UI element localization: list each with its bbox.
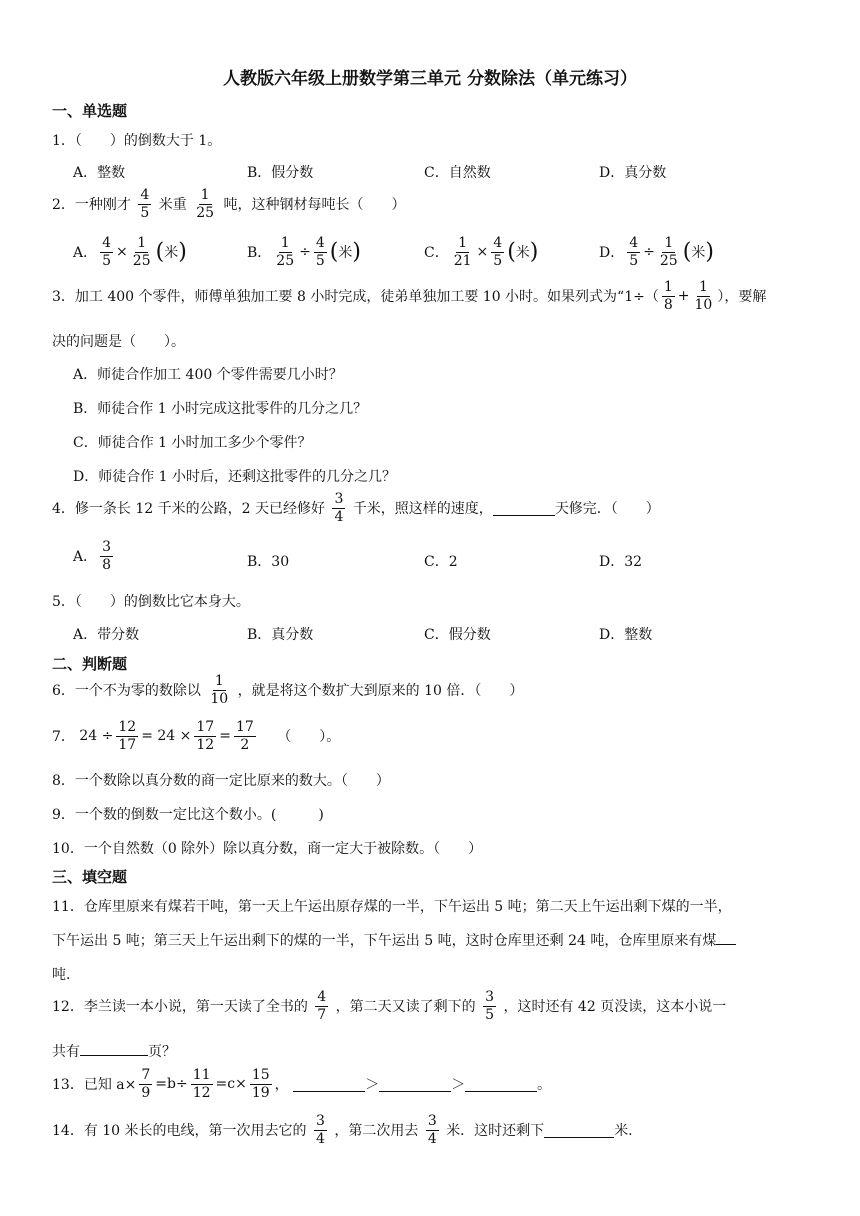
q4-option-b[interactable]: B．30 xyxy=(247,554,290,570)
question-10: 10．一个自然数（0 除外）除以真分数，商一定大于被除数。（ ） xyxy=(52,841,483,857)
q1-option-d[interactable]: D．真分数 xyxy=(599,165,667,181)
q2-option-a[interactable]: A． $\frac{4}{5}$ × $\frac{1}{25}$ (米) xyxy=(73,235,187,269)
answer-blank-3[interactable] xyxy=(465,1077,537,1092)
question-11-line-3: 吨. xyxy=(52,967,71,983)
answer-blank[interactable] xyxy=(80,1041,148,1056)
q5-option-c[interactable]: C．假分数 xyxy=(424,627,491,643)
question-3: 3．加工 400 个零件，师傅单独加工要 8 小时完成，徒弟单独加工要 10 小时。如果列式为“1÷（ $\frac{1}{8}$ + $\frac{1}{10}$ ），要解 xyxy=(52,279,767,313)
question-8: 8．一个数除以真分数的商一定比原来的数大。（ ） xyxy=(52,773,390,789)
fraction: $\frac{4}{5}$ xyxy=(140,187,150,221)
q5-option-a[interactable]: A．带分数 xyxy=(73,627,140,643)
q2-option-c[interactable]: C． $\frac{1}{21}$ × $\frac{4}{5}$ (米) xyxy=(424,235,539,269)
q3-option-d[interactable]: D．师徒合作 1 小时后，还剩这批零件的几分之几？ xyxy=(73,469,397,485)
question-13: 13．已知 a× $\frac{7}{9}$ =b÷ $\frac{11}{12}$ =c× $\frac{15}{19}$ ， ＞ ＞ 。 xyxy=(52,1067,552,1101)
q3-option-a[interactable]: A．师徒合作加工 400 个零件需要几小时？ xyxy=(73,367,343,383)
q5-option-b[interactable]: B．真分数 xyxy=(247,627,314,643)
q4-option-d[interactable]: D．32 xyxy=(599,554,643,570)
section-heading-single-choice: 一、单选题 xyxy=(52,102,128,120)
question-9: 9．一个数的倒数一定比这个数小。( ) xyxy=(52,807,324,823)
q4-option-c[interactable]: C．2 xyxy=(424,554,458,570)
answer-blank[interactable] xyxy=(716,930,736,945)
answer-blank-2[interactable] xyxy=(379,1077,451,1092)
q2-option-b[interactable]: B． $\frac{1}{25}$ ÷ $\frac{4}{5}$ (米) xyxy=(247,235,361,269)
question-14: 14．有 10 米长的电线，第一次用去它的 $\frac{3}{4}$ ，第二次用去 $\frac{3}{4}$ 米．这时还剩下 米. xyxy=(52,1113,633,1147)
q3-option-b[interactable]: B．师徒合作 1 小时完成这批零件的几分之几？ xyxy=(73,401,368,417)
q3-option-c[interactable]: C．师徒合作 1 小时加工多少个零件？ xyxy=(73,435,312,451)
question-5: 5．（ ）的倒数比它本身大。 xyxy=(52,594,250,610)
q1-option-b[interactable]: B．假分数 xyxy=(247,165,314,181)
q2-option-d[interactable]: D． $\frac{4}{5}$ ÷ $\frac{1}{25}$ (米) xyxy=(599,235,714,269)
question-11: 11．仓库里原来有煤若干吨，第一天上午运出原存煤的一半，下午运出 5 吨；第二天上午运出剩下煤的一半， xyxy=(52,899,732,915)
question-3-line-2: 决的问题是（ ）。 xyxy=(52,334,185,350)
question-4: 4．修一条长 12 千米的公路，2 天已经修好 $\frac{3}{4}$ 千米，照这样的速度， 天修完．（ ） xyxy=(52,491,660,525)
q1-option-a[interactable]: A．整数 xyxy=(73,165,126,181)
q1-option-c[interactable]: C．自然数 xyxy=(424,165,491,181)
q5-option-d[interactable]: D．整数 xyxy=(599,627,653,643)
question-6: 6．一个不为零的数除以 $\frac{1}{10}$ ，就是将这个数扩大到原来的 10 倍．（ ） xyxy=(52,673,524,707)
question-11-line-2: 下午运出 5 吨；第三天上午运出剩下的煤的一半，下午运出 5 吨，这时仓库里还剩 24 吨，仓库里原来有煤 xyxy=(52,930,736,950)
q4-option-a[interactable]: A． $\frac{3}{8}$ xyxy=(73,539,112,573)
section-heading-true-false: 二、判断题 xyxy=(52,655,128,673)
answer-blank-1[interactable] xyxy=(293,1077,365,1092)
question-2: 2．一种刚才 $\frac{4}{5}$ 米重 $\frac{1}{25}$ 吨，这种钢材每吨长（ ） xyxy=(52,187,406,221)
answer-blank[interactable] xyxy=(544,1123,614,1138)
question-1: 1．（ ）的倒数大于 1。 xyxy=(52,133,222,149)
question-7: 7． 24 ÷ $\frac{12}{17}$ = 24 × $\frac{17}{12}$ = $\frac{17}{2}$ （ ）。 xyxy=(52,719,341,753)
question-12: 12．李兰读一本小说，第一天读了全书的 $\frac{4}{7}$ ，第二天又读了剩下的 $\frac{3}{5}$ ，这时还有 42 页没读，这本小说一 xyxy=(52,989,727,1023)
question-12-line-2: 共有 页？ xyxy=(52,1041,176,1061)
fraction: $\frac{1}{25}$ xyxy=(196,187,215,221)
section-heading-fill-in: 三、填空题 xyxy=(52,868,128,886)
answer-blank[interactable] xyxy=(493,501,555,516)
page-title: 人教版六年级上册数学第三单元 分数除法（单元练习） xyxy=(223,69,637,89)
